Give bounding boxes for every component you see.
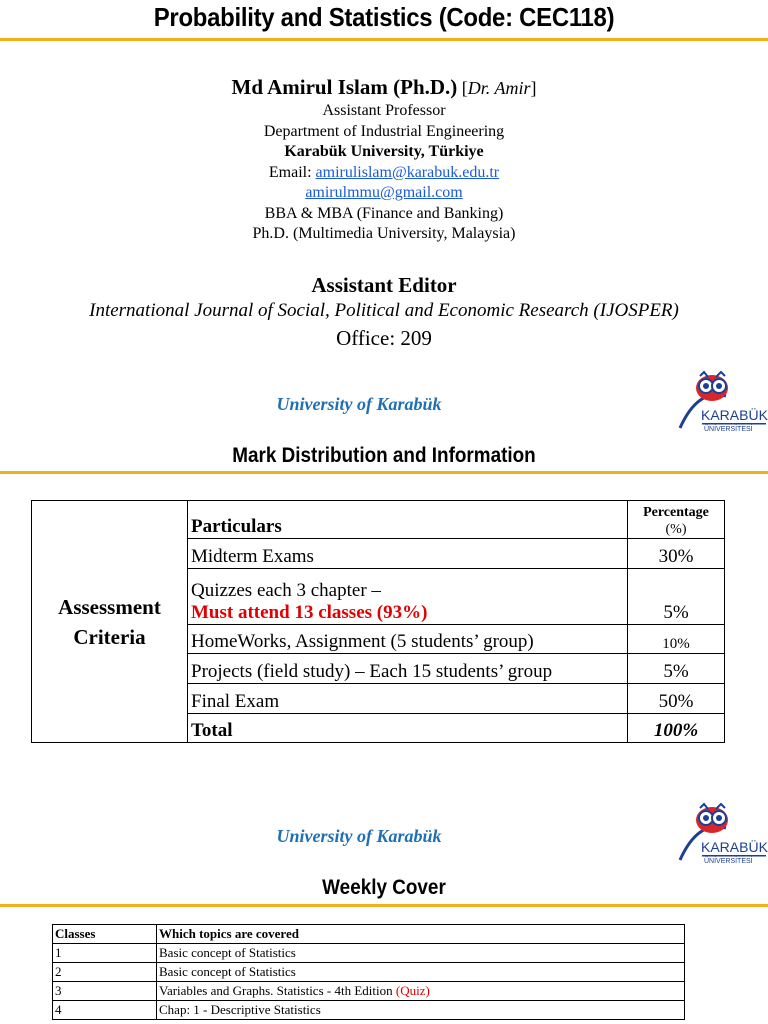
weekly-divider (0, 904, 768, 907)
email-link-1[interactable]: amirulislam@karabuk.edu.tr (315, 163, 500, 181)
table-row (53, 925, 685, 944)
author-nickname: [Dr. Amir] (457, 78, 537, 98)
class-topic: Variables and Graphs. Statistics - 4th Edition (Quiz) (157, 982, 685, 1001)
author-name-line (0, 75, 768, 100)
karabuk-owl-logo (668, 800, 768, 870)
table-row (32, 501, 725, 539)
total-pct: 100% (628, 714, 725, 743)
svg-text:ÜNİVERSİTESİ: ÜNİVERSİTESİ (704, 858, 753, 865)
mark-divider (0, 471, 768, 474)
quiz-tag: (Quiz) (395, 983, 430, 998)
office-number: Office: 209 (336, 326, 432, 350)
particular-label: Quizzes each 3 chapter – Must attend 13 classes (93%) (188, 569, 628, 625)
weekly-cover-title: Weekly Cover (322, 876, 446, 899)
total-label: Total (188, 714, 628, 743)
particulars-header: Particulars (188, 501, 628, 539)
author-department: Department of Industrial Engineering (263, 122, 505, 140)
particular-pct: 30% (628, 539, 725, 569)
email-link-2[interactable]: amirulmmu@gmail.com (305, 184, 463, 201)
journal-name: International Journal of Social, Political and Economic Research (IJOSPER) (89, 300, 679, 321)
attendance-requirement: Must attend 13 classes (93%) (191, 602, 428, 623)
table-row (53, 944, 685, 963)
topics-header: Which topics are covered (157, 925, 685, 944)
svg-text:KARABÜK: KARABÜK (701, 407, 768, 423)
karabuk-owl-logo (668, 368, 768, 438)
particular-label: Midterm Exams (188, 539, 628, 569)
author-university: Karabük University, Türkiye (284, 143, 484, 160)
author-email-line: Email: amirulislam@karabuk.edu.tr (268, 163, 500, 181)
particular-pct: 5% (628, 654, 725, 684)
class-number: 3 (53, 982, 157, 1001)
course-title: Probability and Statistics (Code: CEC118) (153, 2, 615, 32)
title-divider (0, 38, 768, 41)
particular-label: Projects (field study) – Each 15 students’ group (188, 654, 628, 684)
editor-title: Assistant Editor (311, 273, 457, 297)
table-row (53, 963, 685, 982)
author-name: Md Amirul Islam (Ph.D.) (231, 75, 458, 99)
author-email-line-2 (0, 183, 768, 204)
class-topic: Chap: 1 - Descriptive Statistics (157, 1001, 685, 1020)
mark-distribution-title: Mark Distribution and Information (232, 444, 536, 467)
particular-pct: 5% (628, 569, 725, 625)
weekly-cover-table (52, 924, 685, 1020)
author-degree-1: BBA & MBA (Finance and Banking) (264, 204, 504, 222)
table-row (53, 1001, 685, 1020)
class-number: 1 (53, 944, 157, 963)
author-profile (0, 101, 768, 245)
assessment-criteria-cell: Assessment Criteria (32, 501, 188, 743)
particular-label: HomeWorks, Assignment (5 students’ group) (188, 625, 628, 654)
university-name: University of Karabük (276, 394, 442, 414)
class-number: 2 (53, 963, 157, 982)
particular-label: Final Exam (188, 684, 628, 714)
author-degree-2: Ph.D. (Multimedia University, Malaysia) (252, 225, 516, 242)
class-number: 4 (53, 1001, 157, 1020)
class-topic: Basic concept of Statistics (157, 963, 685, 982)
university-name: University of Karabük (276, 826, 442, 846)
particular-pct: 50% (628, 684, 725, 714)
table-row (53, 982, 685, 1001)
particular-pct: 10% (628, 625, 725, 654)
svg-text:ÜNİVERSİTESİ: ÜNİVERSİTESİ (704, 426, 753, 433)
assessment-table (31, 500, 725, 743)
class-topic: Basic concept of Statistics (157, 944, 685, 963)
classes-header: Classes (53, 925, 157, 944)
author-position: Assistant Professor (322, 102, 446, 119)
percentage-header: Percentage (%) (628, 501, 725, 539)
svg-text:KARABÜK: KARABÜK (701, 839, 768, 855)
